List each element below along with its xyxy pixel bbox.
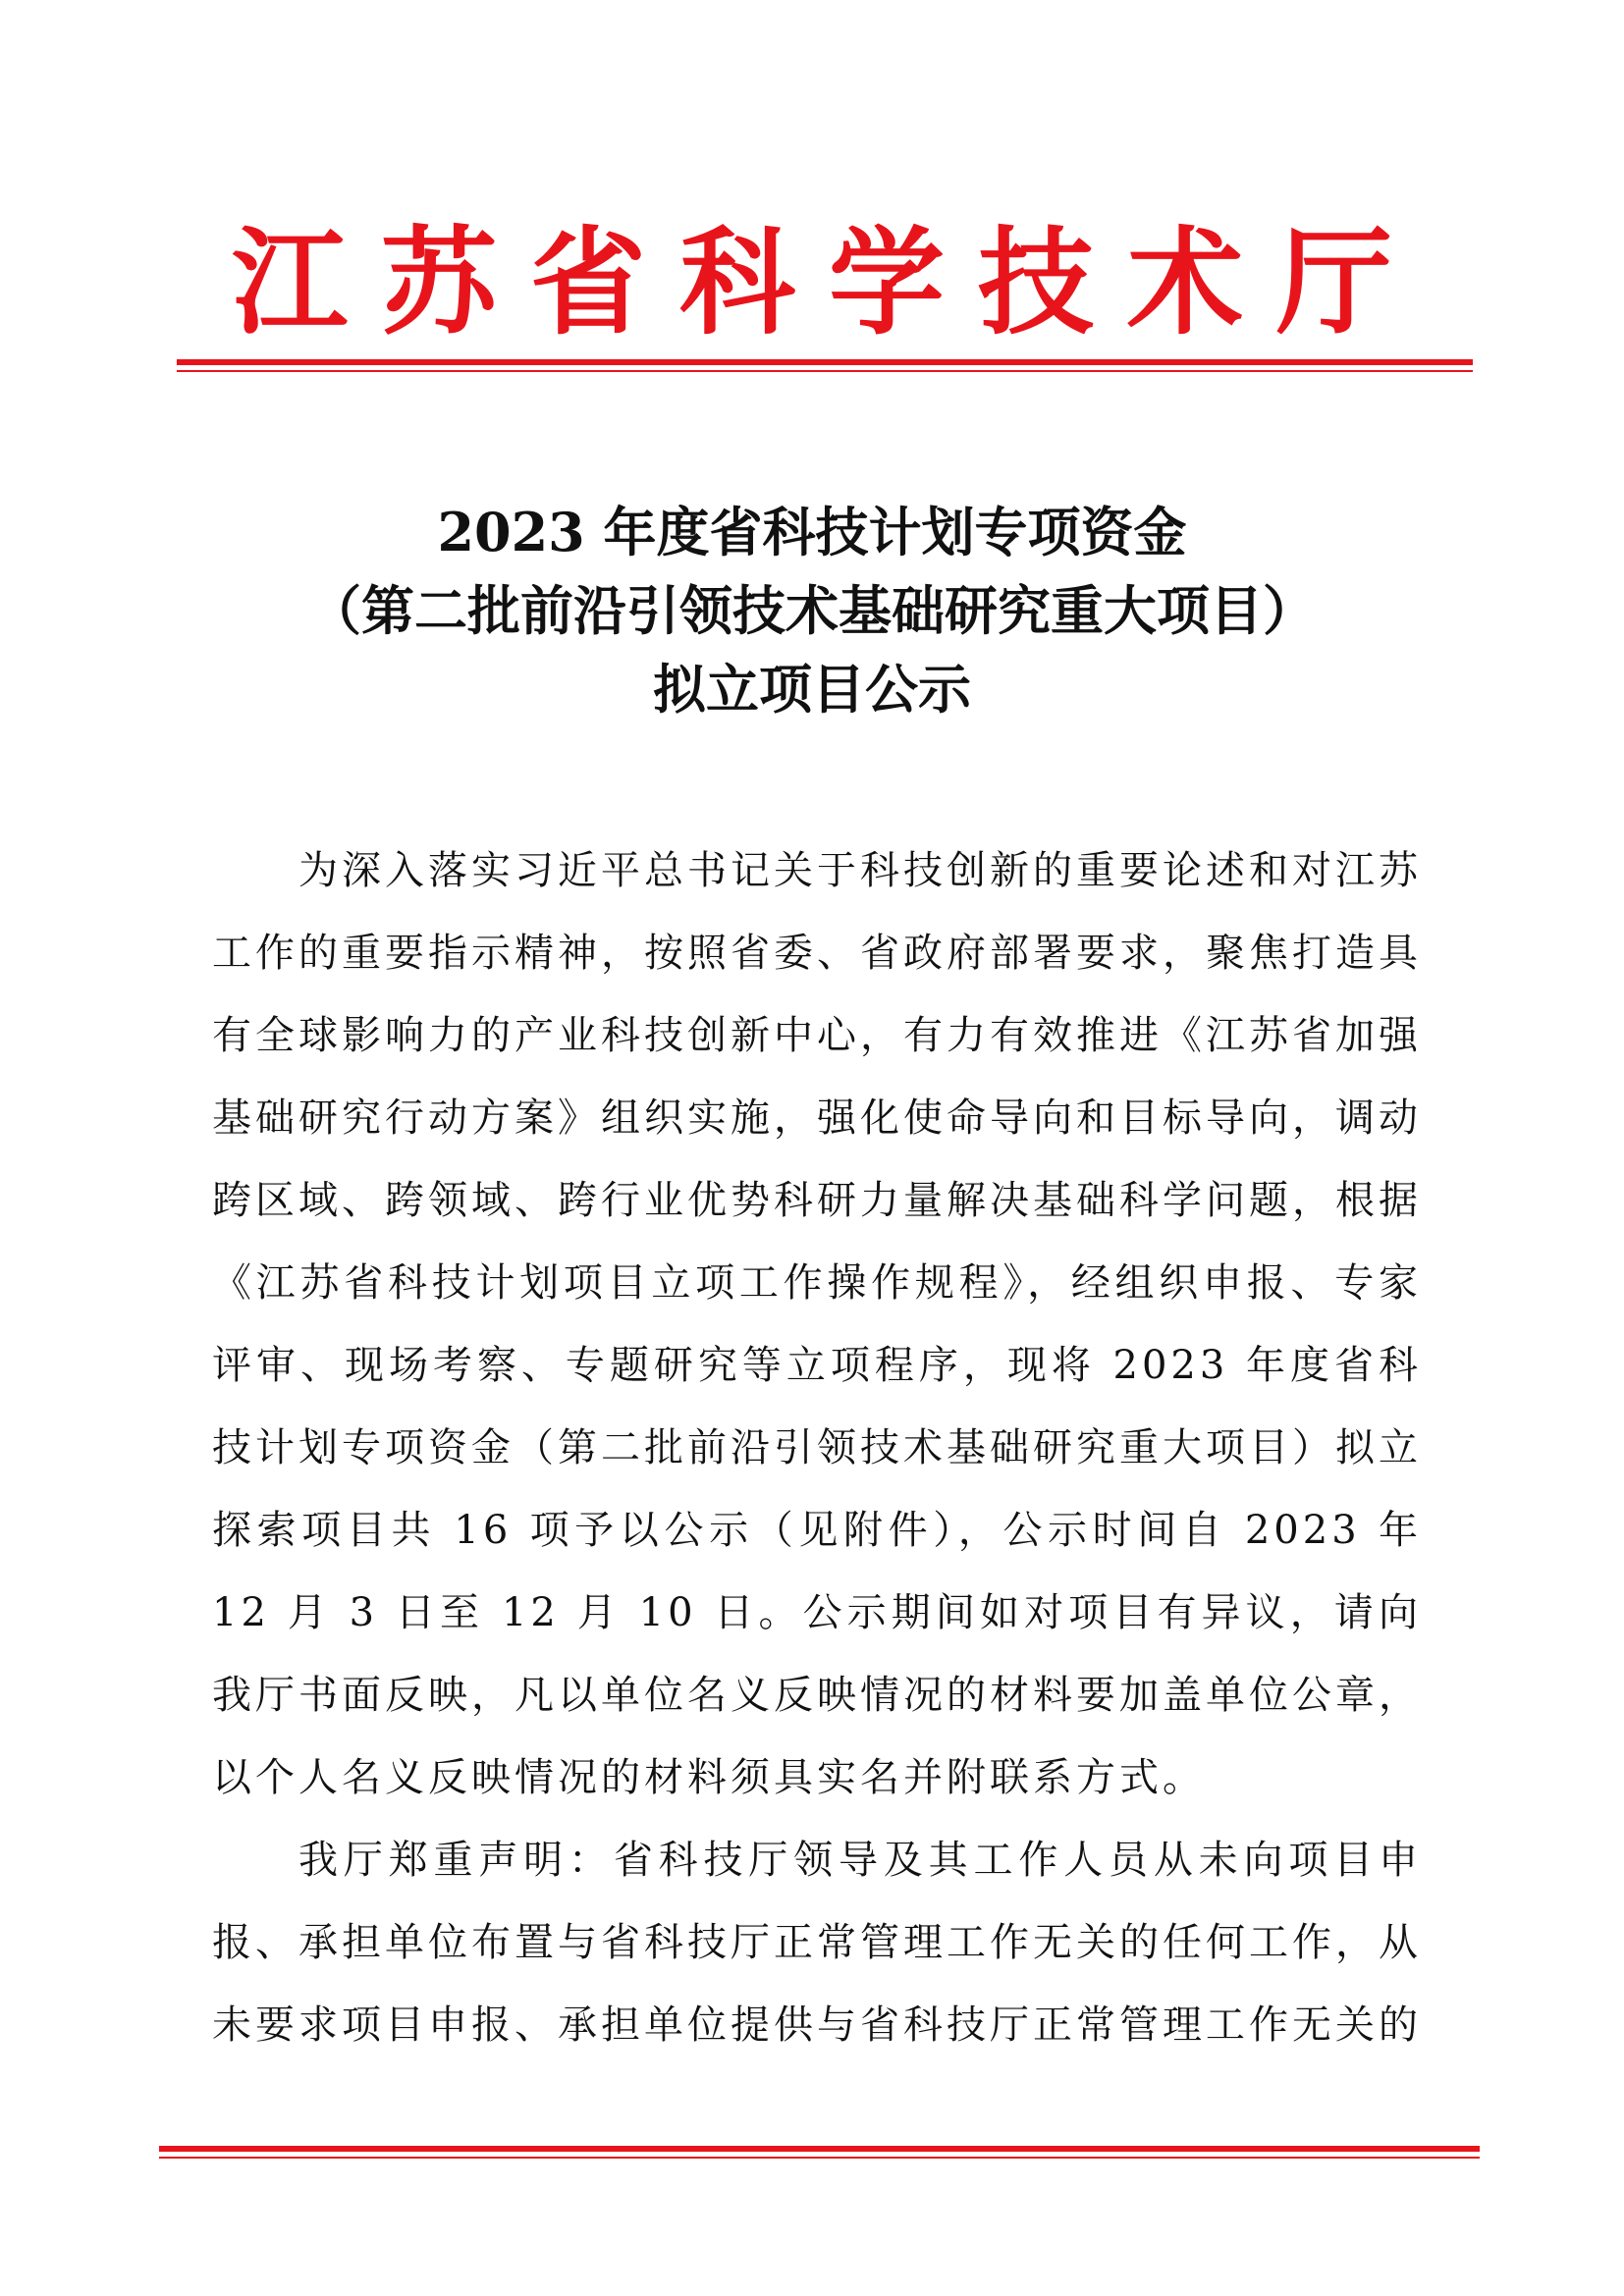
title-line-2: （第二批前沿引领技术基础研究重大项目） [308,579,1316,642]
title-line-3: 拟立项目公示 [653,658,971,721]
document-body [212,829,1422,2066]
header-divider [177,359,1473,372]
body-paragraph-2: 我厅郑重声明：省科技厅领导及其工作人员从未向项目申报、承担单位布置与省科技厅正常管理工作无关的任何工作，从未要求项目申报、承担单位提供与省科技厅正常管理工作无关的 [212,1838,1422,2048]
body-paragraph-1: 为深入落实习近平总书记关于科技创新的重要论述和对江苏工作的重要指示精神，按照省委、省政府部署要求，聚焦打造具有全球影响力的产业科技创新中心，有力有效推进《江苏省加强基础研究行动方案》组织实施，强化使命导向和目标导向，调动跨区域、跨领域、跨行业优势科研力量解决基础科学问题，根据《江苏省科技计划项目立项工作操作规程》，经组织申报、专家评审、现场考察、专题研究等立项程序，现将 2023 年度省科技计划专项资金（第二批前沿引领技术基础研究重大项目）拟立探索项目共 16 项予以公示（见附件），公示时间自 2023 年 12 月 3 日至 12 月 10 日。公示期间如对项目有异议，请向我厅书面反映，凡以单位名义反映情况的材料要加盖单位公章，以个人名义反映情况的材料须具实名并附联系方式。 [212,848,1422,1800]
header-divider-thin-line [177,370,1473,372]
footer-divider-thin-line [159,2157,1480,2159]
document-title [0,493,1624,728]
organization-masthead: 江苏省科学技术厅 [231,215,1426,350]
header-divider-thick-line [177,359,1473,365]
footer-divider [159,2146,1480,2159]
footer-divider-thick-line [159,2146,1480,2152]
title-line-1: 2023 年度省科技计划专项资金 [437,501,1187,563]
